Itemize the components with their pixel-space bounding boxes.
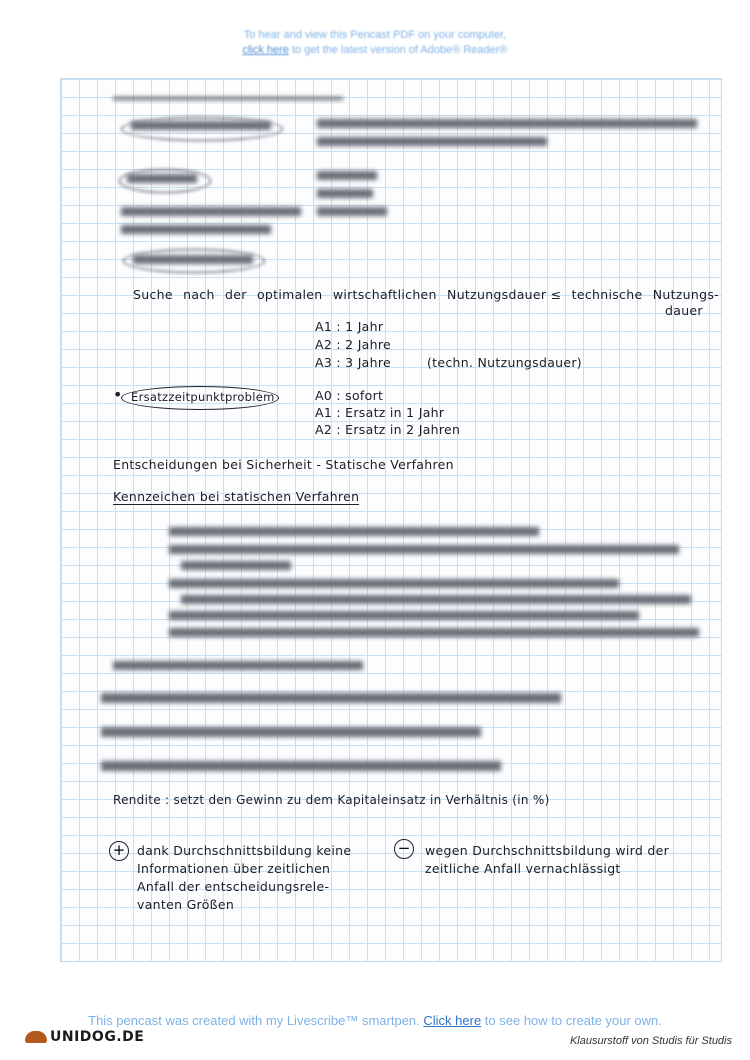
text-der: der xyxy=(224,287,247,302)
footer-suffix: to see how to create your own. xyxy=(481,1013,662,1028)
entscheidungen-heading: Entscheidungen bei Sicherheit - Statische Verfahren xyxy=(113,457,454,472)
blurred-heading xyxy=(113,87,343,100)
con-line-1: wegen Durchschnittsbildung wird der xyxy=(425,843,670,858)
rendite-line: Rendite : setzt den Gewinn zu dem Kapitaleinsatz in Verhältnis (in %) xyxy=(113,793,550,807)
text-nach: nach xyxy=(183,287,215,302)
text-optimalen: optimalen xyxy=(256,287,323,302)
ersatz-title: Ersatzzeitpunktproblem xyxy=(131,390,275,404)
banner-line-2 xyxy=(0,43,750,58)
minus-circle-icon: − xyxy=(394,839,414,859)
blurred-text xyxy=(113,661,363,670)
plus-circle-icon: + xyxy=(109,841,129,861)
text-wirtschaftlichen: wirtschaftlichen xyxy=(332,287,437,302)
tagline: Klausurstoff von Studis für Studis xyxy=(569,1035,732,1047)
footer-click-here-link[interactable]: Click here xyxy=(423,1013,482,1028)
blurred-text xyxy=(169,545,679,554)
unidog-logo xyxy=(25,1029,144,1045)
banner-click-here-link[interactable]: click here xyxy=(242,44,289,56)
tortoise-icon xyxy=(25,1031,47,1043)
ersatz-a2: A2 : Ersatz in 2 Jahren xyxy=(315,422,461,437)
text-dauer: dauer xyxy=(665,303,703,318)
text-technische: technische xyxy=(571,287,643,302)
suche-row xyxy=(133,287,719,302)
blurred-text xyxy=(121,225,271,234)
blurred-text xyxy=(317,207,387,216)
banner-line-1: To hear and view this Pencast PDF on your computer, xyxy=(243,29,507,41)
con-line-2: zeitliche Anfall vernachlässigt xyxy=(425,861,621,876)
logo-text: UNIDOG.DE xyxy=(50,1029,145,1045)
option-a2: A2 : 2 Jahre xyxy=(315,337,392,352)
option-a3: A3 : 3 Jahre xyxy=(315,355,392,370)
blurred-text xyxy=(131,121,271,130)
footer-prefix: This pencast was created with my Livescribe™ smartpen. xyxy=(88,1013,424,1028)
blurred-text xyxy=(101,727,481,737)
pencast-banner xyxy=(0,28,750,58)
blurred-text xyxy=(101,761,501,771)
pro-line-3: Anfall der entscheidungsrele- xyxy=(137,879,330,894)
pro-line-2: Informationen über zeitlichen xyxy=(137,861,331,876)
text-suche: Suche xyxy=(133,287,173,302)
blurred-text xyxy=(317,137,547,146)
blurred-text xyxy=(169,527,539,536)
blurred-text xyxy=(101,693,561,703)
text-nutzungs: Nutzungs- xyxy=(652,287,719,302)
notebook-page xyxy=(60,78,722,962)
blurred-text xyxy=(133,255,253,264)
ersatz-a1: A1 : Ersatz in 1 Jahr xyxy=(315,405,445,420)
blurred-text xyxy=(317,119,697,128)
pencast-footer xyxy=(0,1013,750,1028)
blurred-text xyxy=(317,189,373,198)
blurred-text xyxy=(127,174,197,183)
option-a3-note: (techn. Nutzungsdauer) xyxy=(427,355,582,370)
blurred-text xyxy=(181,561,291,570)
blurred-text xyxy=(317,171,377,180)
banner-line-2-rest: to get the latest version of Adobe® Reader® xyxy=(288,44,508,56)
pro-line-1: dank Durchschnittsbildung keine xyxy=(137,843,352,858)
kennzeichen-heading: Kennzeichen bei statischen Verfahren xyxy=(113,489,360,504)
ersatz-a0: A0 : sofort xyxy=(315,388,384,403)
blurred-text xyxy=(121,207,301,216)
blurred-text xyxy=(169,579,619,588)
blurred-text xyxy=(181,595,691,604)
blurred-text xyxy=(169,611,639,620)
bullet: • xyxy=(113,385,123,404)
option-a1: A1 : 1 Jahr xyxy=(315,319,384,334)
text-nutzungsdauer: Nutzungsdauer ≤ xyxy=(447,287,562,302)
blurred-text xyxy=(169,628,699,637)
pro-line-4: vanten Größen xyxy=(137,897,235,912)
